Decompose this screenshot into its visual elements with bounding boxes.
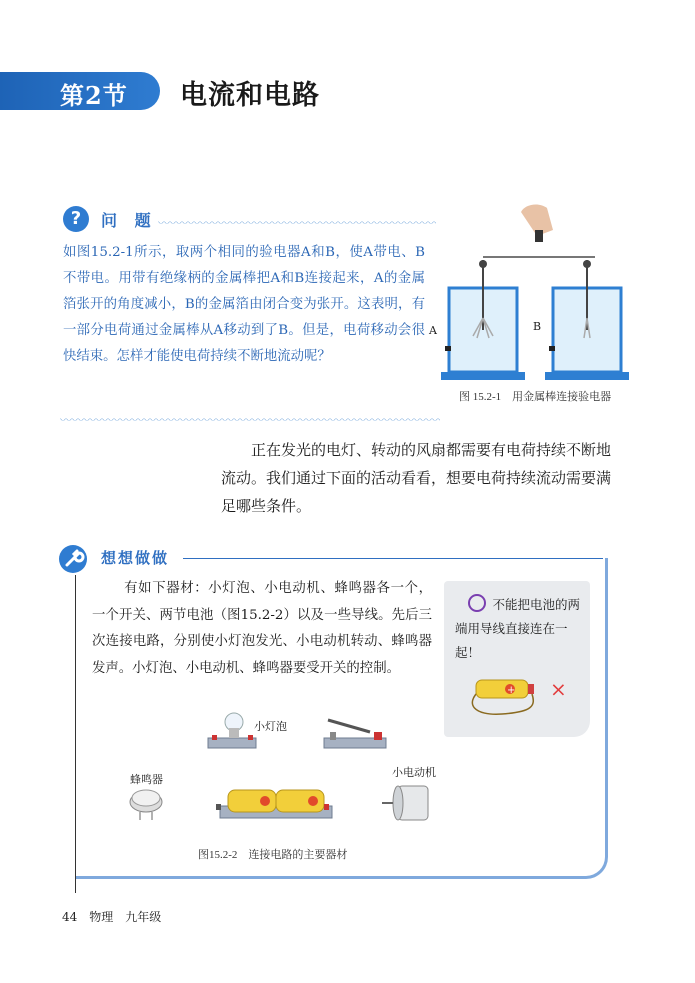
figure-caption: 图15.2-2 连接电路的主要器材 xyxy=(198,849,348,861)
label-motor: 小电动机 xyxy=(392,766,436,779)
body-paragraph: 正在发光的电灯、转动的风扇都需要有电荷持续不断地流动。我们通过下面的活动看看，想要电荷持续流动需要满足哪些条件。 xyxy=(221,441,612,515)
label-buzzer: 蜂鸣器 xyxy=(130,773,163,786)
section-title: 电流和电路 xyxy=(180,80,320,111)
components-figure xyxy=(120,708,450,838)
cross-mark: × xyxy=(550,677,567,701)
bulb-illustration xyxy=(208,713,256,748)
activity-heading: 想想做做 xyxy=(101,549,170,567)
motor-illustration xyxy=(382,786,428,820)
figure-caption: 图 15.2-1 用金属棒连接验电器 xyxy=(459,391,612,403)
electroscope-b xyxy=(545,260,629,380)
question-text: 如图15.2-1所示，取两个相同的验电器A和B，使A带电、B不带电。用带有绝缘柄的金属棒把A和B连接起来，A的金属箔张开的角度减小，B的金属箔由闭合变为张开。这表明，有一部分电荷通过金属棒从A移动到了B。但是，电荷移动会很快结束。怎样才能使电荷持续不断地流动呢？ xyxy=(63,245,425,364)
label-a: A xyxy=(429,324,437,337)
electroscope-a xyxy=(441,260,525,380)
question-icon: ? xyxy=(63,206,89,232)
warning-text: 不能把电池的两端用导线直接连在一起！ xyxy=(455,597,581,660)
activity-margin-line xyxy=(75,575,76,893)
electroscope-figure xyxy=(425,200,645,400)
label-bulb: 小灯泡 xyxy=(254,720,287,733)
question-heading: 问 题 xyxy=(101,211,157,230)
divider-wavy xyxy=(158,221,436,225)
battery-pack-illustration xyxy=(216,790,332,818)
buzzer-illustration xyxy=(130,790,162,820)
divider-wavy xyxy=(60,418,440,422)
label-b: B xyxy=(533,320,542,333)
switch-illustration xyxy=(324,720,386,748)
page-footer: 44 物理 九年级 xyxy=(62,910,162,924)
section-number: 第2节 xyxy=(60,81,128,110)
shorted-battery-illustration xyxy=(462,670,582,720)
svg-text:+: + xyxy=(507,685,516,696)
activity-text: 有如下器材：小灯泡、小电动机、蜂鸣器各一个，一个开关、两节电池（图15.2-2）以及一些导线。先后三次连接电路，分别使小灯泡发光、小电动机转动、蜂鸣器发声。小灯泡、小电动机、蜂鸣器要受开关的控制。 xyxy=(92,581,432,676)
